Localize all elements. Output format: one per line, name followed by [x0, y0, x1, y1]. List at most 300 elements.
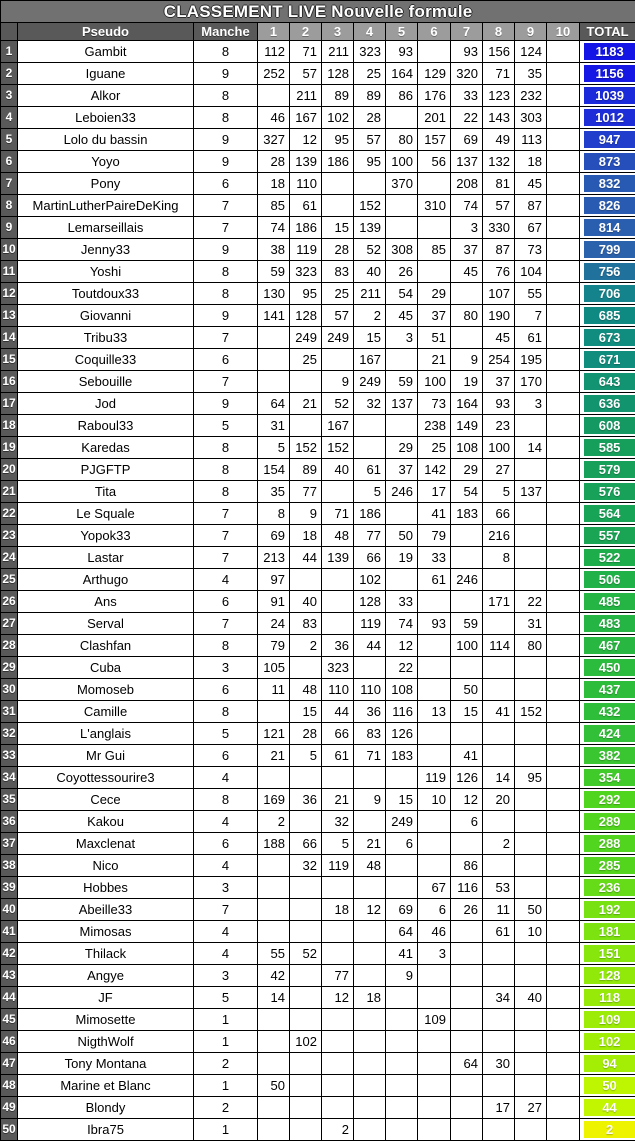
- table-row: [1, 1075, 635, 1097]
- score-cell-round-5: [386, 217, 418, 239]
- score-cell-round-7: 64: [451, 1053, 483, 1075]
- score-cell-round-10: [547, 107, 580, 129]
- score-cell-round-8: 87: [483, 239, 515, 261]
- score-cell-round-4: 28: [354, 107, 386, 129]
- pseudo-cell: Blondy: [18, 1097, 194, 1119]
- score-cell-round-8: [483, 569, 515, 591]
- score-cell-round-8: 66: [483, 503, 515, 525]
- total-value: 814: [584, 219, 635, 236]
- score-cell-round-3: [322, 569, 354, 591]
- table-row: [1, 239, 635, 261]
- header-row: [1, 23, 635, 41]
- score-cell-round-6: 29: [418, 283, 451, 305]
- rank-cell: 28: [1, 635, 18, 657]
- score-cell-round-8: 20: [483, 789, 515, 811]
- score-cell-round-5: 29: [386, 437, 418, 459]
- score-cell-round-8: 216: [483, 525, 515, 547]
- table-row: [1, 481, 635, 503]
- rank-cell: 17: [1, 393, 18, 415]
- score-cell-round-10: [547, 943, 580, 965]
- total-cell: [580, 855, 635, 877]
- pseudo-cell: Sebouille: [18, 371, 194, 393]
- score-cell-round-9: 45: [515, 173, 547, 195]
- score-cell-round-8: 49: [483, 129, 515, 151]
- pseudo-cell: Coquille33: [18, 349, 194, 371]
- score-cell-round-4: [354, 1097, 386, 1119]
- manche-cell: 9: [194, 129, 258, 151]
- score-cell-round-9: 7: [515, 305, 547, 327]
- table-row: [1, 965, 635, 987]
- score-cell-round-8: 71: [483, 63, 515, 85]
- score-cell-round-6: 6: [418, 899, 451, 921]
- total-value: 382: [584, 747, 635, 764]
- total-value: 557: [584, 527, 635, 544]
- score-cell-round-10: [547, 679, 580, 701]
- score-cell-round-4: [354, 1075, 386, 1097]
- rank-cell: 44: [1, 987, 18, 1009]
- score-cell-round-9: 35: [515, 63, 547, 85]
- score-cell-round-3: 71: [322, 503, 354, 525]
- score-cell-round-10: [547, 327, 580, 349]
- score-cell-round-9: [515, 679, 547, 701]
- score-cell-round-3: 66: [322, 723, 354, 745]
- score-cell-round-7: 41: [451, 745, 483, 767]
- pseudo-cell: Gambit: [18, 41, 194, 63]
- total-value: 151: [584, 945, 635, 962]
- manche-cell: 5: [194, 987, 258, 1009]
- score-cell-round-5: [386, 503, 418, 525]
- rank-cell: 41: [1, 921, 18, 943]
- score-cell-round-6: 46: [418, 921, 451, 943]
- score-cell-round-2: [290, 1075, 322, 1097]
- score-cell-round-8: [483, 1075, 515, 1097]
- pseudo-cell: Kakou: [18, 811, 194, 833]
- score-cell-round-1: [258, 701, 290, 723]
- manche-cell: 9: [194, 393, 258, 415]
- score-cell-round-5: [386, 767, 418, 789]
- total-value: 118: [584, 989, 635, 1006]
- score-cell-round-7: [451, 943, 483, 965]
- score-cell-round-7: [451, 1119, 483, 1141]
- total-value: 1183: [584, 43, 635, 60]
- total-cell: [580, 261, 635, 283]
- score-cell-round-2: [290, 371, 322, 393]
- table-row: [1, 107, 635, 129]
- rank-cell: 49: [1, 1097, 18, 1119]
- score-cell-round-3: 152: [322, 437, 354, 459]
- table-row: [1, 811, 635, 833]
- score-cell-round-10: [547, 767, 580, 789]
- total-value: 44: [584, 1099, 635, 1116]
- score-cell-round-3: 323: [322, 657, 354, 679]
- score-cell-round-5: 69: [386, 899, 418, 921]
- score-cell-round-8: 81: [483, 173, 515, 195]
- score-cell-round-9: [515, 877, 547, 899]
- score-cell-round-4: 77: [354, 525, 386, 547]
- score-cell-round-6: 85: [418, 239, 451, 261]
- score-cell-round-9: 61: [515, 327, 547, 349]
- score-cell-round-8: [483, 965, 515, 987]
- manche-cell: 9: [194, 239, 258, 261]
- score-cell-round-8: 27: [483, 459, 515, 481]
- score-cell-round-4: [354, 1053, 386, 1075]
- score-cell-round-1: 112: [258, 41, 290, 63]
- score-cell-round-10: [547, 613, 580, 635]
- score-cell-round-6: 157: [418, 129, 451, 151]
- rank-cell: 30: [1, 679, 18, 701]
- table-row: [1, 85, 635, 107]
- rank-cell: 20: [1, 459, 18, 481]
- score-cell-round-3: 44: [322, 701, 354, 723]
- total-value: 947: [584, 131, 635, 148]
- score-cell-round-7: 54: [451, 481, 483, 503]
- score-cell-round-2: [290, 811, 322, 833]
- pseudo-cell: Clashfan: [18, 635, 194, 657]
- score-cell-round-1: 213: [258, 547, 290, 569]
- manche-cell: 7: [194, 371, 258, 393]
- score-cell-round-1: [258, 1031, 290, 1053]
- score-cell-round-10: [547, 701, 580, 723]
- score-cell-round-2: [290, 767, 322, 789]
- score-cell-round-8: 37: [483, 371, 515, 393]
- score-cell-round-7: [451, 723, 483, 745]
- score-cell-round-1: [258, 1097, 290, 1119]
- score-cell-round-6: 41: [418, 503, 451, 525]
- rank-cell: 16: [1, 371, 18, 393]
- score-cell-round-2: 71: [290, 41, 322, 63]
- score-cell-round-1: 130: [258, 283, 290, 305]
- score-cell-round-10: [547, 459, 580, 481]
- score-cell-round-5: [386, 987, 418, 1009]
- score-cell-round-6: 73: [418, 393, 451, 415]
- score-cell-round-1: [258, 899, 290, 921]
- score-cell-round-9: [515, 1119, 547, 1141]
- manche-cell: 6: [194, 745, 258, 767]
- score-cell-round-5: 164: [386, 63, 418, 85]
- score-cell-round-6: [418, 987, 451, 1009]
- pseudo-cell: Lolo du bassin: [18, 129, 194, 151]
- score-cell-round-3: 2: [322, 1119, 354, 1141]
- score-cell-round-7: [451, 591, 483, 613]
- score-cell-round-4: 44: [354, 635, 386, 657]
- score-cell-round-7: [451, 327, 483, 349]
- score-cell-round-6: [418, 811, 451, 833]
- rank-cell: 23: [1, 525, 18, 547]
- rank-cell: 19: [1, 437, 18, 459]
- total-cell: [580, 459, 635, 481]
- table-row: [1, 1097, 635, 1119]
- pseudo-cell: Jenny33: [18, 239, 194, 261]
- pseudo-cell: Le Squale: [18, 503, 194, 525]
- score-cell-round-8: [483, 723, 515, 745]
- total-value: 483: [584, 615, 635, 632]
- score-cell-round-10: [547, 349, 580, 371]
- manche-cell: 7: [194, 217, 258, 239]
- score-cell-round-8: 34: [483, 987, 515, 1009]
- manche-cell: 7: [194, 613, 258, 635]
- score-cell-round-1: [258, 1053, 290, 1075]
- score-cell-round-2: [290, 899, 322, 921]
- score-cell-round-8: 2: [483, 833, 515, 855]
- rank-cell: 14: [1, 327, 18, 349]
- score-cell-round-5: 45: [386, 305, 418, 327]
- score-cell-round-6: 109: [418, 1009, 451, 1031]
- score-cell-round-10: [547, 129, 580, 151]
- table-row: [1, 41, 635, 63]
- score-cell-round-6: [418, 1119, 451, 1141]
- score-cell-round-10: [547, 371, 580, 393]
- score-cell-round-10: [547, 635, 580, 657]
- score-cell-round-1: [258, 371, 290, 393]
- score-cell-round-1: [258, 1009, 290, 1031]
- score-cell-round-2: [290, 965, 322, 987]
- score-cell-round-10: [547, 41, 580, 63]
- score-cell-round-2: [290, 877, 322, 899]
- score-cell-round-5: 308: [386, 239, 418, 261]
- score-cell-round-7: 3: [451, 217, 483, 239]
- score-cell-round-3: 61: [322, 745, 354, 767]
- score-cell-round-8: 11: [483, 899, 515, 921]
- rank-cell: 39: [1, 877, 18, 899]
- score-cell-round-2: 52: [290, 943, 322, 965]
- score-cell-round-3: 52: [322, 393, 354, 415]
- total-cell: [580, 481, 635, 503]
- score-cell-round-3: 40: [322, 459, 354, 481]
- score-cell-round-7: 80: [451, 305, 483, 327]
- score-cell-round-9: 303: [515, 107, 547, 129]
- score-cell-round-10: [547, 195, 580, 217]
- score-cell-round-5: [386, 1009, 418, 1031]
- total-cell: [580, 811, 635, 833]
- score-cell-round-10: [547, 987, 580, 1009]
- manche-cell: 4: [194, 569, 258, 591]
- score-cell-round-4: 21: [354, 833, 386, 855]
- score-cell-round-3: 57: [322, 305, 354, 327]
- score-cell-round-5: 9: [386, 965, 418, 987]
- score-cell-round-9: [515, 943, 547, 965]
- rank-cell: 46: [1, 1031, 18, 1053]
- total-value: 2: [584, 1121, 635, 1138]
- manche-cell: 7: [194, 899, 258, 921]
- score-cell-round-10: [547, 723, 580, 745]
- score-cell-round-1: 97: [258, 569, 290, 591]
- score-cell-round-7: 45: [451, 261, 483, 283]
- score-cell-round-3: [322, 1009, 354, 1031]
- score-cell-round-8: 45: [483, 327, 515, 349]
- rank-cell: 45: [1, 1009, 18, 1031]
- score-cell-round-4: 48: [354, 855, 386, 877]
- score-cell-round-5: 59: [386, 371, 418, 393]
- table-row: [1, 899, 635, 921]
- score-cell-round-8: 23: [483, 415, 515, 437]
- score-cell-round-5: 3: [386, 327, 418, 349]
- score-cell-round-3: 18: [322, 899, 354, 921]
- score-cell-round-2: 167: [290, 107, 322, 129]
- pseudo-cell: Tita: [18, 481, 194, 503]
- manche-cell: 6: [194, 591, 258, 613]
- score-cell-round-6: [418, 261, 451, 283]
- score-cell-round-4: 15: [354, 327, 386, 349]
- total-cell: [580, 1053, 635, 1075]
- score-cell-round-2: 21: [290, 393, 322, 415]
- score-cell-round-8: [483, 1009, 515, 1031]
- round-header: 5: [386, 23, 418, 41]
- score-cell-round-1: 8: [258, 503, 290, 525]
- table-row: [1, 1009, 635, 1031]
- total-cell: [580, 635, 635, 657]
- score-cell-round-8: 17: [483, 1097, 515, 1119]
- pseudo-cell: Abeille33: [18, 899, 194, 921]
- score-cell-round-2: 40: [290, 591, 322, 613]
- score-cell-round-9: 27: [515, 1097, 547, 1119]
- score-cell-round-7: 93: [451, 41, 483, 63]
- score-cell-round-5: 246: [386, 481, 418, 503]
- total-cell: [580, 41, 635, 63]
- score-cell-round-4: 186: [354, 503, 386, 525]
- manche-cell: 9: [194, 305, 258, 327]
- table-row: [1, 943, 635, 965]
- score-cell-round-9: [515, 569, 547, 591]
- score-cell-round-4: 139: [354, 217, 386, 239]
- score-cell-round-7: [451, 1009, 483, 1031]
- score-cell-round-3: 83: [322, 261, 354, 283]
- score-cell-round-7: 149: [451, 415, 483, 437]
- score-cell-round-1: [258, 855, 290, 877]
- rank-cell: 13: [1, 305, 18, 327]
- score-cell-round-2: 89: [290, 459, 322, 481]
- score-cell-round-1: [258, 327, 290, 349]
- total-value: 756: [584, 263, 635, 280]
- total-value: 564: [584, 505, 635, 522]
- total-value: 181: [584, 923, 635, 940]
- pseudo-cell: Yoshi: [18, 261, 194, 283]
- score-cell-round-1: 2: [258, 811, 290, 833]
- total-value: 673: [584, 329, 635, 346]
- score-cell-round-9: 87: [515, 195, 547, 217]
- score-cell-round-9: 55: [515, 283, 547, 305]
- score-cell-round-9: [515, 855, 547, 877]
- score-cell-round-4: 83: [354, 723, 386, 745]
- table-row: [1, 767, 635, 789]
- table-row: [1, 393, 635, 415]
- score-cell-round-1: 21: [258, 745, 290, 767]
- score-cell-round-4: 95: [354, 151, 386, 173]
- score-cell-round-2: [290, 415, 322, 437]
- pseudo-cell: Momoseb: [18, 679, 194, 701]
- score-cell-round-10: [547, 657, 580, 679]
- score-cell-round-2: 61: [290, 195, 322, 217]
- score-cell-round-8: 123: [483, 85, 515, 107]
- total-value: 450: [584, 659, 635, 676]
- score-cell-round-9: 67: [515, 217, 547, 239]
- score-cell-round-5: [386, 1031, 418, 1053]
- pseudo-cell: Maxclenat: [18, 833, 194, 855]
- score-cell-round-8: 41: [483, 701, 515, 723]
- table-row: [1, 525, 635, 547]
- total-cell: [580, 591, 635, 613]
- manche-cell: 8: [194, 41, 258, 63]
- score-cell-round-3: 249: [322, 327, 354, 349]
- score-cell-round-3: [322, 613, 354, 635]
- score-cell-round-7: [451, 1031, 483, 1053]
- score-cell-round-1: [258, 877, 290, 899]
- score-cell-round-9: 50: [515, 899, 547, 921]
- score-cell-round-3: [322, 349, 354, 371]
- round-header: 3: [322, 23, 354, 41]
- total-cell: [580, 921, 635, 943]
- table-row: [1, 151, 635, 173]
- score-cell-round-1: 55: [258, 943, 290, 965]
- manche-cell: 9: [194, 151, 258, 173]
- total-value: 102: [584, 1033, 635, 1050]
- manche-cell: 7: [194, 547, 258, 569]
- total-value: 1156: [584, 65, 635, 82]
- score-cell-round-4: 167: [354, 349, 386, 371]
- score-cell-round-7: 59: [451, 613, 483, 635]
- score-cell-round-5: 19: [386, 547, 418, 569]
- rank-cell: 25: [1, 569, 18, 591]
- score-cell-round-3: 15: [322, 217, 354, 239]
- rank-cell: 2: [1, 63, 18, 85]
- score-cell-round-4: [354, 767, 386, 789]
- rank-cell: 24: [1, 547, 18, 569]
- score-cell-round-3: 28: [322, 239, 354, 261]
- score-cell-round-4: 32: [354, 393, 386, 415]
- score-cell-round-6: 10: [418, 789, 451, 811]
- manche-cell: 1: [194, 1119, 258, 1141]
- score-cell-round-8: [483, 679, 515, 701]
- score-cell-round-7: 6: [451, 811, 483, 833]
- score-cell-round-9: [515, 745, 547, 767]
- total-cell: [580, 899, 635, 921]
- score-cell-round-8: [483, 613, 515, 635]
- score-cell-round-2: 32: [290, 855, 322, 877]
- score-cell-round-7: 19: [451, 371, 483, 393]
- score-cell-round-6: [418, 173, 451, 195]
- total-cell: [580, 745, 635, 767]
- score-cell-round-4: 52: [354, 239, 386, 261]
- total-cell: [580, 129, 635, 151]
- score-cell-round-10: [547, 965, 580, 987]
- table-row: [1, 129, 635, 151]
- score-cell-round-8: 132: [483, 151, 515, 173]
- table-row: [1, 657, 635, 679]
- score-cell-round-7: [451, 833, 483, 855]
- pseudo-cell: Mimosette: [18, 1009, 194, 1031]
- score-cell-round-7: 183: [451, 503, 483, 525]
- score-cell-round-6: [418, 965, 451, 987]
- manche-cell: 4: [194, 921, 258, 943]
- score-cell-round-9: 80: [515, 635, 547, 657]
- score-cell-round-5: [386, 1119, 418, 1141]
- score-cell-round-7: [451, 547, 483, 569]
- manche-cell: 1: [194, 1009, 258, 1031]
- score-cell-round-3: 211: [322, 41, 354, 63]
- total-cell: [580, 283, 635, 305]
- manche-cell: 5: [194, 415, 258, 437]
- score-cell-round-5: 80: [386, 129, 418, 151]
- score-cell-round-6: 119: [418, 767, 451, 789]
- score-cell-round-10: [547, 547, 580, 569]
- total-value: 424: [584, 725, 635, 742]
- total-cell: [580, 877, 635, 899]
- score-cell-round-8: 100: [483, 437, 515, 459]
- score-cell-round-6: [418, 1075, 451, 1097]
- score-cell-round-5: [386, 1097, 418, 1119]
- score-cell-round-9: [515, 547, 547, 569]
- pseudo-cell: Leboien33: [18, 107, 194, 129]
- score-cell-round-5: 22: [386, 657, 418, 679]
